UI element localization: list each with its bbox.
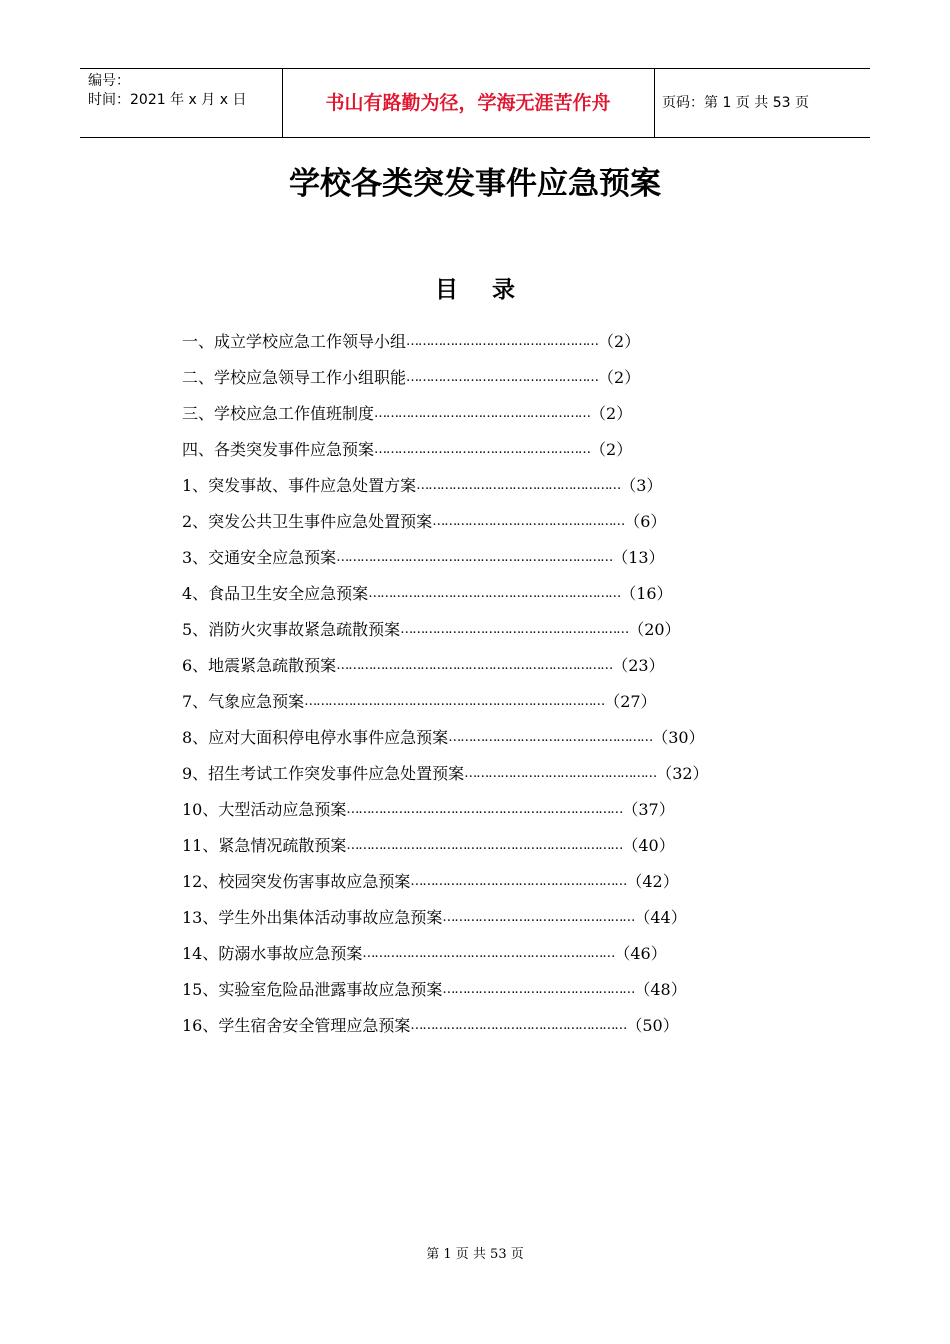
toc-leader-dots: ………………………………………… bbox=[432, 514, 625, 529]
toc-entry-label: 12、校园突发伤害事故应急预案 bbox=[182, 872, 411, 891]
toc-page-number: （42） bbox=[626, 872, 679, 891]
toc-page-number: （32） bbox=[656, 764, 709, 783]
toc-page-number: （16） bbox=[620, 584, 673, 603]
toc-leader-dots: ……………………………………………… bbox=[410, 874, 627, 889]
toc-leader-dots: ………………………………………………… bbox=[400, 622, 629, 637]
header-motto-cell bbox=[282, 69, 655, 137]
toc-entry-label: 10、大型活动应急预案 bbox=[182, 800, 347, 819]
toc-page-number: （48） bbox=[634, 980, 687, 999]
toc-entry bbox=[182, 546, 665, 570]
toc-leader-dots: ……………………………………………………… bbox=[368, 586, 621, 601]
toc-page-number: （20） bbox=[628, 620, 681, 639]
toc-page-number: （3） bbox=[620, 476, 663, 495]
toc-leader-dots: …………………………………………………………… bbox=[336, 658, 613, 673]
toc-page-number: （46） bbox=[614, 944, 667, 963]
toc-page-number: （23） bbox=[612, 656, 665, 675]
toc-entry bbox=[182, 798, 675, 822]
toc-entry bbox=[182, 438, 632, 462]
page-title: 学校各类突发事件应急预案 bbox=[289, 166, 661, 202]
toc-entry-label: 14、防溺水事故应急预案 bbox=[182, 944, 363, 963]
toc-page-number: （6） bbox=[624, 512, 667, 531]
toc-entry-label: 9、招生考试工作突发事件应急处置预案 bbox=[182, 764, 465, 783]
page-footer: 第 1 页 共 53 页 bbox=[426, 1247, 524, 1262]
toc-leader-dots: ………………………………………… bbox=[442, 982, 635, 997]
toc-page-number: （2） bbox=[590, 404, 633, 423]
toc-entry-label: 13、学生外出集体活动事故应急预案 bbox=[182, 908, 443, 927]
toc-entry-label: 四、各类突发事件应急预案 bbox=[182, 440, 375, 459]
toc-page-number: （13） bbox=[612, 548, 665, 567]
toc-leader-dots: …………………………………………………………… bbox=[336, 550, 613, 565]
toc-entry bbox=[182, 582, 673, 606]
document-number: 编号： bbox=[88, 73, 130, 89]
toc-entry-label: 2、突发公共卫生事件应急处置预案 bbox=[182, 512, 433, 531]
toc-entry bbox=[182, 726, 705, 750]
toc-entry-label: 三、学校应急工作值班制度 bbox=[182, 404, 375, 423]
toc-entry-label: 3、交通安全应急预案 bbox=[182, 548, 337, 567]
toc-leader-dots: ………………………………………… bbox=[406, 334, 599, 349]
document-date: 时间：2021 年 x 月 x 日 bbox=[88, 92, 247, 108]
toc-heading: 目录 bbox=[435, 277, 549, 303]
toc-entry bbox=[182, 330, 640, 354]
toc-entry-label: 5、消防火灾事故紧急疏散预案 bbox=[182, 620, 401, 639]
toc-leader-dots: ………………………………………… bbox=[464, 766, 657, 781]
toc-leader-dots: ………………………………………… bbox=[406, 370, 599, 385]
header-page-cell bbox=[654, 69, 870, 137]
toc-entry bbox=[182, 690, 657, 714]
toc-entry-label: 二、学校应急领导工作小组职能 bbox=[182, 368, 407, 387]
toc-leader-dots: …………………………………………………………… bbox=[346, 802, 623, 817]
toc-entry bbox=[182, 870, 679, 894]
toc-entry bbox=[182, 1014, 679, 1038]
toc-page-number: （37） bbox=[622, 800, 675, 819]
header-meta-cell bbox=[80, 69, 283, 137]
toc-entry bbox=[182, 942, 667, 966]
toc-leader-dots: ……………………………………………………… bbox=[362, 946, 615, 961]
toc-entry bbox=[182, 834, 675, 858]
toc-entry-label: 4、食品卫生安全应急预案 bbox=[182, 584, 369, 603]
toc-leader-dots: …………………………………………… bbox=[416, 478, 621, 493]
toc-entry bbox=[182, 510, 666, 534]
toc-page-number: （30） bbox=[652, 728, 705, 747]
toc-page-number: （2） bbox=[590, 440, 633, 459]
toc-entry-label: 16、学生宿舍安全管理应急预案 bbox=[182, 1016, 411, 1035]
toc-entry bbox=[182, 906, 687, 930]
toc-page-number: （2） bbox=[598, 332, 641, 351]
toc-leader-dots: ……………………………………………… bbox=[374, 442, 591, 457]
toc-entry-label: 7、气象应急预案 bbox=[182, 692, 305, 711]
toc-entry-label: 一、成立学校应急工作领导小组 bbox=[182, 332, 407, 351]
toc-page-number: （50） bbox=[626, 1016, 679, 1035]
toc-entry-label: 1、突发事故、事件应急处置方案 bbox=[182, 476, 417, 495]
toc-entry bbox=[182, 366, 640, 390]
toc-leader-dots: …………………………………………… bbox=[448, 730, 653, 745]
toc-page-number: （27） bbox=[604, 692, 657, 711]
toc-entry bbox=[182, 762, 709, 786]
toc-entry-label: 15、实验室危险品泄露事故应急预案 bbox=[182, 980, 443, 999]
toc-leader-dots: …………………………………………………………… bbox=[346, 838, 623, 853]
document-header bbox=[80, 68, 870, 138]
toc-page-number: （40） bbox=[622, 836, 675, 855]
toc-entry bbox=[182, 402, 632, 426]
toc-entry-label: 11、紧急情况疏散预案 bbox=[182, 836, 347, 855]
header-page-info: 页码：第 1 页 共 53 页 bbox=[662, 95, 809, 111]
toc-page-number: （2） bbox=[598, 368, 641, 387]
toc-leader-dots: ………………………………………… bbox=[442, 910, 635, 925]
toc-entry bbox=[182, 618, 681, 642]
toc-leader-dots: ……………………………………………… bbox=[374, 406, 591, 421]
toc-entry-label: 8、应对大面积停电停水事件应急预案 bbox=[182, 728, 449, 747]
header-motto: 书山有路勤为径，学海无涯苦作舟 bbox=[325, 92, 611, 114]
toc-entry-label: 6、地震紧急疏散预案 bbox=[182, 656, 337, 675]
toc-page-number: （44） bbox=[634, 908, 687, 927]
toc-leader-dots: ……………………………………………… bbox=[410, 1018, 627, 1033]
toc-entry bbox=[182, 654, 665, 678]
toc-entry bbox=[182, 978, 687, 1002]
toc-entry bbox=[182, 474, 662, 498]
toc-leader-dots: ………………………………………………………………… bbox=[304, 694, 605, 709]
